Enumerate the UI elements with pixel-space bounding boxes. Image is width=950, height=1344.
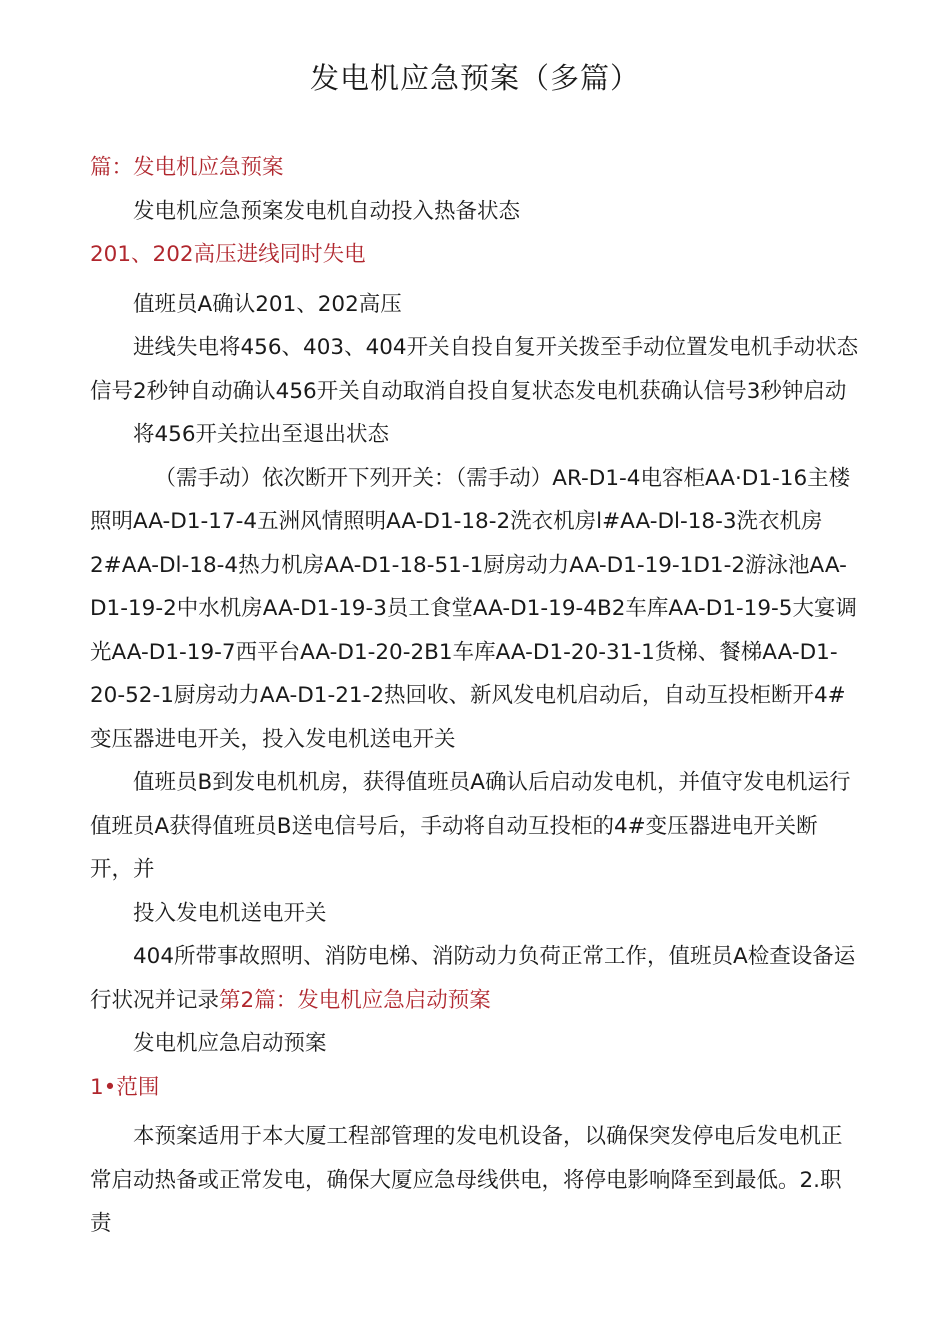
paragraph-5: （需手动）依次断开下列开关：（需手动）AR-D1-4电容柜AA·D1-16主楼照明AA-D1-17-4五洲风情照明AA-D1-18-2洗衣机房l#AA-Dl-18-3洗衣机房2#AA-Dl-18-4热力机房AA-D1-18-51-1厨房动力AA-D1-19-1D1-2游泳池AA-D1-19-2中水机房AA-D1-19-3员工食堂AA-D1-19-4B2车库AA-D1-19-5大宴调光AA-D1-19-7西平台AA-D1-20-2B1车库AA-D1-20-31-1货梯、餐梯AA-D1-20-52-1厨房动力AA-D1-21-2热回收、新风发电机启动后，自动互投柜断开4#变压器进电开关，投入发电机送电开关 bbox=[90, 465, 857, 752]
red-heading-scope: 1•范围 bbox=[90, 1074, 160, 1100]
paragraph-9: 发电机应急启动预案 bbox=[133, 1031, 327, 1056]
paragraph-7: 投入发电机送电开关 bbox=[133, 900, 327, 926]
document-body bbox=[90, 146, 860, 1246]
paragraph-8 bbox=[90, 935, 860, 1022]
paragraph-6: 值班员B到发电机机房，获得值班员A确认后启动发电机，并值守发电机运行值班员A获得值班员B送电信号后，手动将自动互投柜的4#变压器进电开关断开，并 bbox=[90, 770, 851, 882]
section-heading-2: 第2篇：发电机应急启动预案 bbox=[219, 987, 491, 1013]
paragraph-1: 发电机应急预案发电机自动投入热备状态 bbox=[133, 198, 521, 224]
document-title: 发电机应急预案（多篇） bbox=[309, 61, 640, 95]
paragraph-2: 值班员A确认201、202高压 bbox=[133, 291, 402, 317]
section-heading-1: 篇：发电机应急预案 bbox=[90, 155, 284, 180]
paragraph-8-text: 404所带事故照明、消防电梯、消防动力负荷正常工作，值班员A检查设备运行状况并记录 bbox=[90, 944, 856, 1013]
red-heading-power-loss: 201、202高压进线同时失电 bbox=[90, 242, 366, 267]
paragraph-10: 本预案适用于本大厦工程部管理的发电机设备，以确保突发停电后发电机正常启动热备或正常发电，确保大厦应急母线供电，将停电影响降至到最低。2.职责 bbox=[90, 1124, 843, 1236]
paragraph-4: 将456开关拉出至退出状态 bbox=[133, 422, 390, 447]
paragraph-3: 进线失电将456、403、404开关自投自复开关拨至手动位置发电机手动状态信号2秒钟自动确认456开关自动取消自投自复状态发电机获确认信号3秒钟启动 bbox=[90, 335, 859, 404]
